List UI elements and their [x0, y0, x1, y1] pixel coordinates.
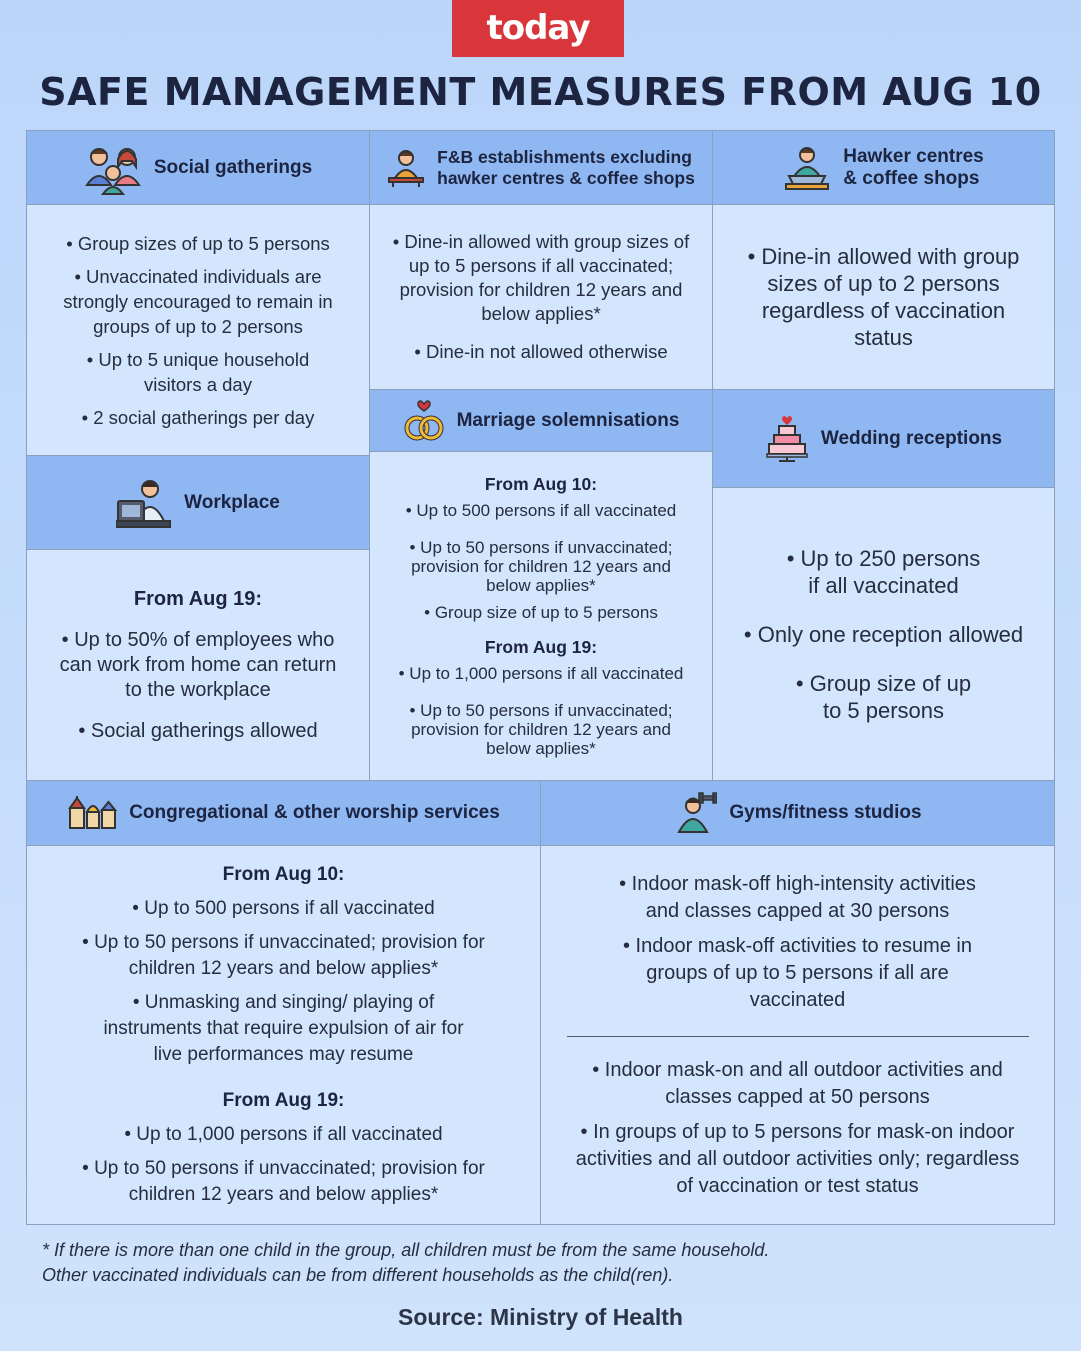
list-item: • Group size of up to 5 persons — [424, 602, 658, 622]
list-item: • Up to 50 persons if unvaccinated; provision for children 12 years and below applies* — [82, 932, 485, 979]
list-item: • Dine-in allowed with group sizes of up to 2 persons regardless of vaccination status — [747, 244, 1020, 350]
fnb-body — [369, 204, 713, 390]
list-item: • Up to 1,000 persons if all vaccinated — [398, 663, 684, 683]
hawker-title-line-2: & coffee shops — [843, 167, 980, 189]
social-gatherings-title: Social gatherings — [153, 156, 313, 178]
list-item: • Up to 500 persons if all vaccinated — [132, 898, 435, 919]
hawker-icon — [783, 144, 831, 192]
social-gatherings-header — [26, 130, 370, 205]
footnote-line-2: Other vaccinated individuals can be from different households as the child(ren). — [42, 1265, 674, 1285]
fnb-header — [369, 130, 713, 205]
marriage-header — [369, 389, 713, 452]
list-item: • Dine-in not allowed otherwise — [414, 341, 668, 362]
source-credit: Source: Ministry of Health — [398, 1304, 683, 1330]
list-item: • Up to 250 persons if all vaccinated — [786, 545, 981, 598]
page-title: SAFE MANAGEMENT MEASURES FROM AUG 10 — [39, 70, 1042, 114]
list-item: • Group size of up to 5 persons — [795, 670, 972, 723]
wedding-title: Wedding receptions — [820, 427, 1003, 449]
footnote — [42, 1238, 1042, 1288]
list-item: • Indoor mask-off activities to resume in groups of up to 5 persons if all are vaccinated — [623, 934, 972, 1011]
social-gatherings-body — [26, 204, 370, 456]
list-item: • 2 social gatherings per day — [81, 406, 315, 428]
list-item: • Unmasking and singing/ playing of instruments that require expulsion of air for live performances may resume — [103, 992, 464, 1065]
worship-header — [26, 780, 541, 846]
worship-subheading-aug10: From Aug 10: — [222, 864, 345, 885]
list-item: • Up to 50 persons if unvaccinated; provision for children 12 years and below applies* — [409, 700, 673, 758]
gyms-body — [540, 845, 1055, 1225]
rings-icon — [403, 400, 445, 442]
workplace-title: Workplace — [184, 491, 280, 513]
worship-title: Congregational & other worship services — [129, 802, 500, 823]
gyms-title: Gyms/fitness studios — [729, 802, 922, 823]
gyms-header — [540, 780, 1055, 846]
hawker-header — [712, 130, 1055, 205]
today-logo: today — [452, 0, 624, 57]
office-worker-icon — [116, 477, 172, 529]
list-item: • Dine-in allowed with group sizes of up to 5 persons if all vaccinated; provision for children 12 years and below applies* — [392, 231, 690, 324]
hawker-body — [712, 204, 1055, 390]
hawker-title-line-1: Hawker centres — [843, 145, 984, 167]
family-icon — [84, 141, 142, 195]
list-item: • In groups of up to 5 persons for mask-on indoor activities and all outdoor activities only; regardless of vaccination or test status — [575, 1120, 1020, 1197]
dumbbell-icon — [673, 792, 717, 834]
worship-buildings-icon — [67, 796, 117, 830]
list-item: • Up to 50 persons if unvaccinated; provision for children 12 years and below applies* — [409, 537, 673, 595]
workplace-body — [26, 549, 370, 781]
list-item: • Only one reception allowed — [743, 621, 1024, 647]
list-item: • Unvaccinated individuals are strongly encouraged to remain in groups of up to 2 persons — [63, 265, 333, 337]
list-item: • Up to 50% of employees who can work from home can return to the workplace — [59, 628, 337, 701]
marriage-subheading-aug10: From Aug 10: — [484, 473, 598, 494]
fnb-title-line-1: F&B establishments excluding — [437, 146, 692, 167]
hawker-title — [843, 146, 983, 190]
gyms-divider — [567, 1036, 1029, 1037]
wedding-body — [712, 487, 1055, 781]
list-item: • Up to 1,000 persons if all vaccinated — [124, 1124, 443, 1145]
list-item: • Group sizes of up to 5 persons — [66, 232, 330, 254]
list-item: • Indoor mask-off high-intensity activities and classes capped at 30 persons — [619, 872, 976, 922]
fnb-title — [437, 147, 695, 189]
list-item: • Indoor mask-on and all outdoor activities and classes capped at 50 persons — [592, 1058, 1003, 1108]
workplace-subheading: From Aug 19: — [133, 587, 263, 610]
diner-icon — [387, 148, 425, 188]
list-item: • Up to 5 unique household visitors a day — [86, 348, 310, 395]
worship-body — [26, 845, 541, 1225]
marriage-title: Marriage solemnisations — [456, 409, 680, 431]
workplace-header — [26, 455, 370, 550]
marriage-body — [369, 451, 713, 781]
cake-icon — [765, 416, 809, 462]
marriage-subheading-aug19: From Aug 19: — [484, 636, 598, 657]
worship-subheading-aug19: From Aug 19: — [222, 1090, 345, 1111]
list-item: • Social gatherings allowed — [78, 719, 318, 742]
list-item: • Up to 50 persons if unvaccinated; provision for children 12 years and below applies* — [82, 1158, 485, 1205]
wedding-header — [712, 389, 1055, 488]
fnb-title-line-2: hawker centres & coffee shops — [437, 167, 695, 188]
list-item: • Up to 500 persons if all vaccinated — [405, 500, 677, 520]
footnote-line-1: * If there is more than one child in the group, all children must be from the same household. — [42, 1240, 770, 1260]
